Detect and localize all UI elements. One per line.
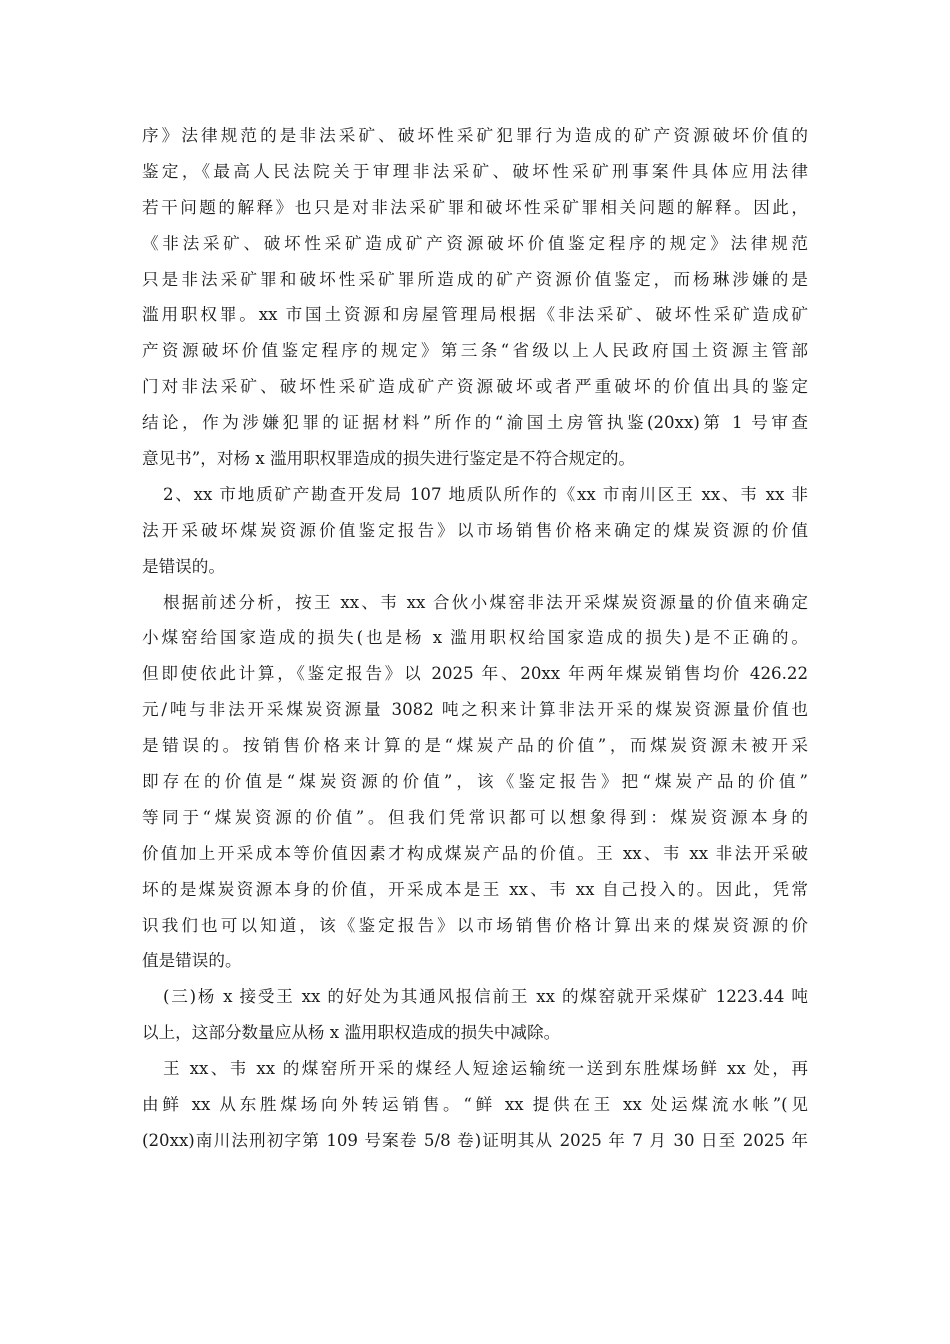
text-line: 王 xx、韦 xx 的煤窑所开采的煤经人短途运输统一送到东胜煤场鲜 xx 处，再: [163, 1059, 808, 1079]
text-line: 法开采破坏煤炭资源价值鉴定报告》以市场销售价格来确定的煤炭资源的价值: [142, 520, 808, 540]
text-line: 价值加上开采成本等价值因素才构成煤炭产品的价值。王 xx、韦 xx 非法开采破: [142, 843, 808, 863]
text-line: 由鲜 xx 从东胜煤场向外转运销售。“鲜 xx 提供在王 xx 处运煤流水帐”(见: [142, 1095, 808, 1115]
text-line: 根据前述分析，按王 xx、韦 xx 合伙小煤窑非法开采煤炭资源量的价值来确定: [163, 592, 808, 612]
text-line: 门对非法采矿、破坏性采矿造成矿产资源破坏或者严重破坏的价值出具的鉴定: [142, 377, 808, 397]
text-line: 元/吨与非法开采煤炭资源量 3082 吨之积来计算非法开采的煤炭资源量价值也: [142, 700, 808, 720]
text-line: 是错误的。: [142, 556, 225, 576]
text-line: 若干问题的解释》也只是对非法采矿罪和破坏性采矿罪相关问题的解释。因此，: [142, 197, 808, 217]
text-line: 滥用职权罪。xx 市国土资源和房屋管理局根据《非法采矿、破坏性采矿造成矿: [142, 305, 808, 325]
text-line: 结论，作为涉嫌犯罪的证据材料”所作的“渝国土房管执鉴(20xx)第 1 号审查: [142, 413, 808, 433]
text-line: 意见书”，对杨 x 滥用职权罪造成的损失进行鉴定是不符合规定的。: [142, 449, 636, 469]
text-line: 小煤窑给国家造成的损失(也是杨 x 滥用职权给国家造成的损失)是不正确的。: [142, 628, 808, 648]
text-line: 鉴定，《最高人民法院关于审理非法采矿、破坏性采矿刑事案件具体应用法律: [142, 161, 808, 181]
text-line: 坏的是煤炭资源本身的价值，开采成本是王 xx、韦 xx 自己投入的。因此，凭常: [142, 879, 808, 899]
document-page: [142, 118, 808, 1159]
text-line: 是错误的。按销售价格来计算的是“煤炭产品的价值”，而煤炭资源未被开采: [142, 736, 808, 756]
text-line: 只是非法采矿罪和破坏性采矿罪所造成的矿产资源价值鉴定，而杨琳涉嫌的是: [142, 269, 808, 289]
text-line: 识我们也可以知道，该《鉴定报告》以市场销售价格计算出来的煤炭资源的价: [142, 915, 808, 935]
text-line: (三)杨 x 接受王 xx 的好处为其通风报信前王 xx 的煤窑就开采煤矿 1223.44 吨: [163, 987, 808, 1007]
text-line: 值是错误的。: [142, 951, 242, 971]
text-line: 但即使依此计算，《鉴定报告》以 2025 年、20xx 年两年煤炭销售均价 426.22: [142, 664, 808, 684]
text-line: 2、xx 市地质矿产勘查开发局 107 地质队所作的《xx 市南川区王 xx、韦 xx 非: [163, 484, 808, 504]
text-line: 序》法律规范的是非法采矿、破坏性采矿犯罪行为造成的矿产资源破坏价值的: [142, 126, 808, 145]
text-line: (20xx)南川法刑初字第 109 号案卷 5/8 卷)证明其从 2025 年 7 月 30 日至 2025 年: [142, 1130, 808, 1150]
text-line: 产资源破坏价值鉴定程序的规定》第三条“省级以上人民政府国土资源主管部: [142, 341, 808, 361]
text-line: 以上，这部分数量应从杨 x 滥用职权造成的损失中减除。: [142, 1023, 561, 1043]
text-line: 等同于“煤炭资源的价值”。但我们凭常识都可以想象得到：煤炭资源本身的: [142, 807, 808, 827]
text-line: 即存在的价值是“煤炭资源的价值”，该《鉴定报告》把“煤炭产品的价值”: [142, 772, 808, 792]
text-line: 《非法采矿、破坏性采矿造成矿产资源破坏价值鉴定程序的规定》法律规范: [142, 233, 808, 253]
